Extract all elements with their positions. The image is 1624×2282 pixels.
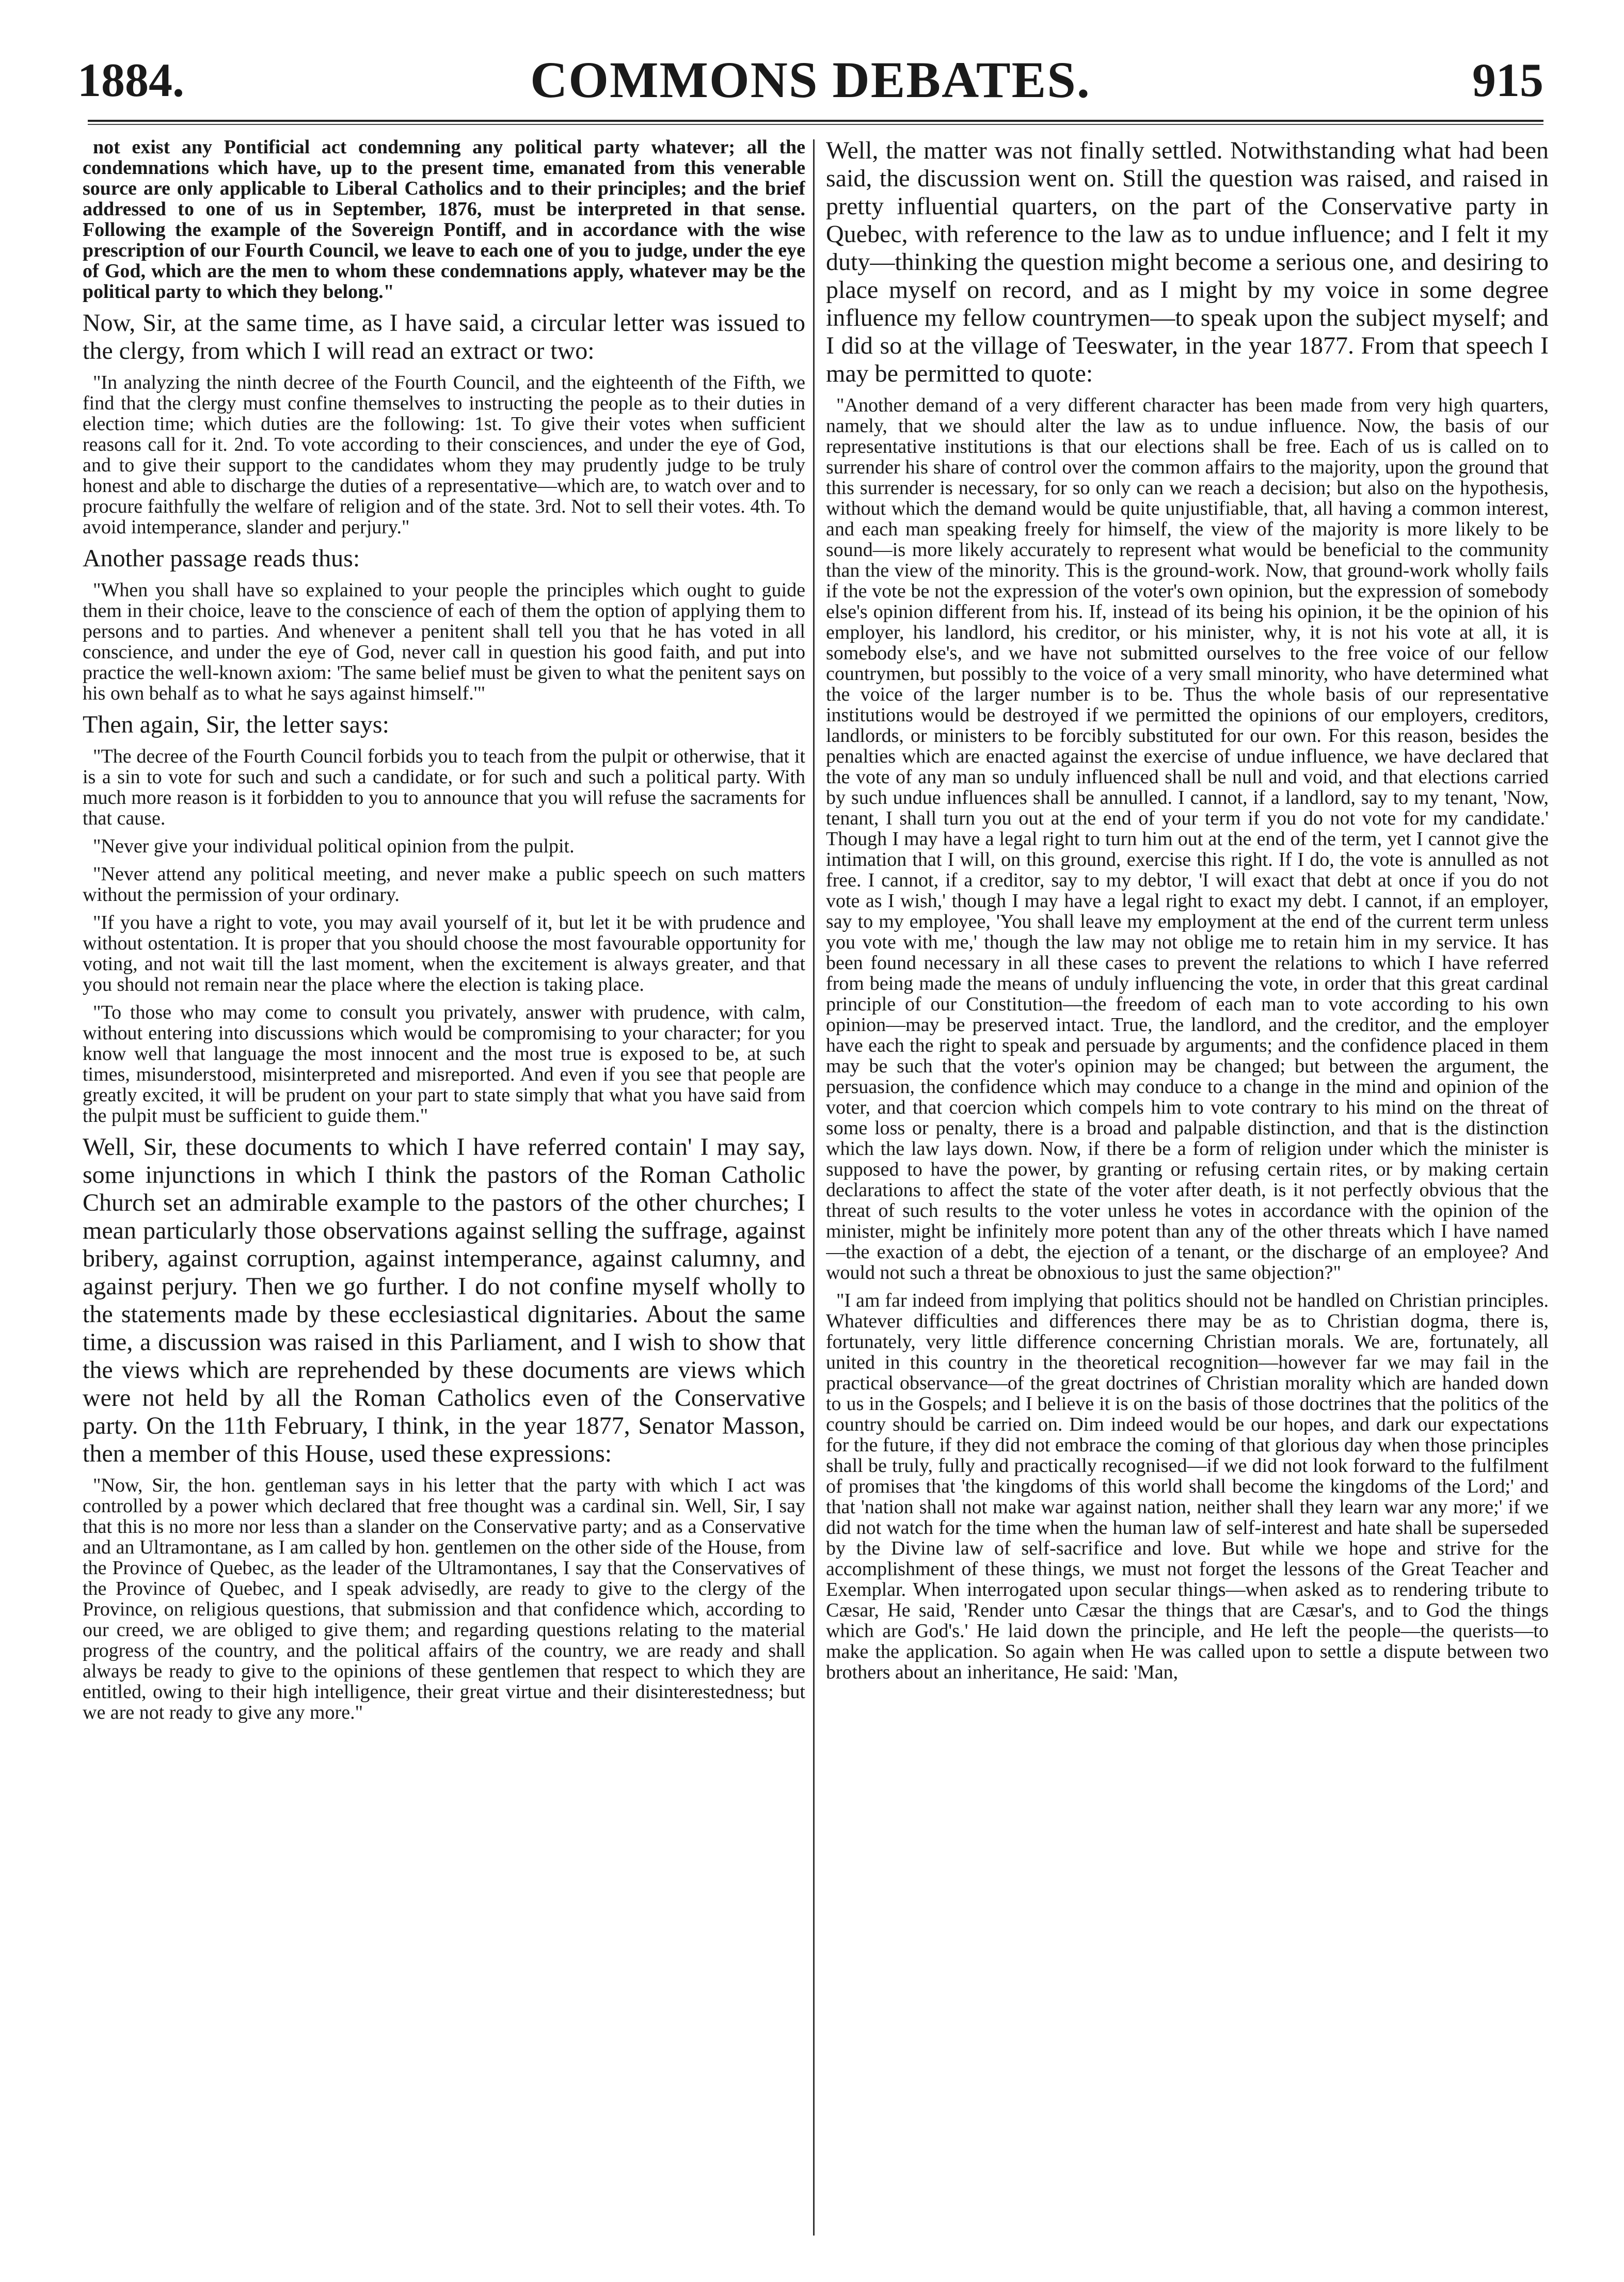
header-rule-thin	[88, 124, 1543, 125]
header-year: 1884.	[77, 54, 184, 106]
body-paragraph: Then again, Sir, the letter says:	[83, 711, 389, 738]
quote-paragraph: "Another demand of a very different character has been made from very high quarters, namely, that we should alter the law as to undue influence. Now, the basis of our representative institutions is that our elections shall be free. Each of us is called on to surrender his share of control over the common affairs to the majority, upon the ground that this surrender is necessary, for so only can we reach a decision; but also on the hypothesis, without which the demand would be quite unjustifiable, that, all having a common interest, and each man speaking freely for himself, the view of the majority is more likely to be sound—is more likely accurately to represent what would be beneficial to the community than the view of the minority. This is the ground-work. Now, that ground-work wholly fails if the vote be not the expression of the voter's own opinion, but the expression of somebody else's opinion different from his. If, instead of its being his opinion, it be the opinion of his employer, his landlord, his creditor, or his minister, why, it is not his vote at all, it is somebody else's, and we have not submitted ourselves to the free voice of our fellow countrymen, but possibly to the voice of a very small minority, who have determined what the voice of the larger number is to be. Thus the whole basis of our representative institutions would be destroyed if we permitted the opinions of our employers, creditors, landlords, or ministers to be forcibly substituted for our own. For this reason, besides the penalties which are enacted against the exercise of undue influence, we have declared that the vote of any man so unduly influenced shall be null and void, and that elections carried by such undue influences shall be annulled. I cannot, if a landlord, say to my tenant, 'Now, tenant, I shall turn you out at the end of your term if you do not vote for my candidate.' Though I may have a legal right to turn him out at the end of the term, yet I cannot give the intimation that I will, on this ground, exercise this right. If I do, the vote is annulled as not free. I cannot, if a creditor, say to my debtor, 'I will exact that debt at once if you do not vote as I wish,' though I may have a legal right to exact my debt. I cannot, if an employer, say to my employee, 'You shall leave my employment at the end of the current term unless you vote with me,' though the law may not oblige me to retain him in my service. It has been found necessary in all these cases to prevent the relations to which I have referred from being made the means of unduly influencing the vote, in order that this great cardinal principle of our Constitution—the freedom of each man to vote according to his own opinion—may be preserved intact. True, the landlord, and the creditor, and the employer have each the right to speak and persuade by arguments; and the confidence placed in them may be such that the voter's opinion may be changed; but between the argument, the persuasion, the confidence which may conduce to a change in the mind and opinion of the voter, and that coercion which compels him to vote contrary to his mind on the threat of some loss or penalty, there is a broad and palpable distinction, and that is the distinction which the law lays down. Now, if there be a form of religion under which the minister is supposed to have the power, by granting or refusing certain rites, or by making certain declarations to affect the state of the voter after death, is it not perfectly obvious that the threat of such results to the voter unless he votes in accordance with the opinion of the minister, might be infinitely more potent than any of the other threats which I have named—the exaction of a debt, the ejection of a tenant, or the discharge of an employee? And would not such a threat be obnoxious to just the same objection?"	[826, 394, 1549, 1283]
quote-paragraph: "Now, Sir, the hon. gentleman says in his letter that the party with which I act was controlled by a power which declared that free thought was a cardinal sin. Well, Sir, I say that this is no more nor less than a slander on the Conservative party; and as a Conservative and an Ultramontane, as I am called by hon. gentlemen on the other side of the House, from the Province of Quebec, as the leader of the Ultramontanes, I say that the Conservatives of the Province of Quebec, and I speak advisedly, are ready to give to the clergy of the Province, on religious questions, that submission and that confidence which, according to our creed, we are obliged to give them; and regarding questions relating to the material progress of the country, and the political affairs of the country, we are ready and shall always be ready to give to the opinions of these gentlemen that respect to which they are entitled, owing to their high intelligence, their great virtue and their disinterestedness; but we are not ready to give any more."	[83, 1475, 805, 1723]
left-column	[83, 137, 805, 2238]
quote-paragraph: "Never give your individual political opinion from the pulpit.	[93, 835, 575, 857]
quote-paragraph: "I am far indeed from implying that politics should not be handled on Christian principles. Whatever difficulties and differences there may be as to Christian dogma, there is, fortunately, very little difference concerning Christian morals. We are, fortunately, all united in this country in the theoretical recognition—however far we may fail in the practical observance—of the great doctrines of Christian morality which are handed down to us in the Gospels; and I believe it is on the basis of those doctrines that the politics of the country should be carried on. Dim indeed would be our hopes, and dark our expectations for the future, if they did not embrace the coming of that glorious day when those principles shall be truly, fully and practically recognised—if we did not look forward to the fulfilment of promises that 'the kingdoms of this world shall become the kingdoms of the Lord;' and that 'nation shall not make war against nation, neither shall they learn war any more;' if we did not watch for the time when the human law of self-interest and hate shall be superseded by the Divine law of self-sacrifice and love. But while we hope and strive for the accomplishment of these things, we must not forget the lessons of the Great Teacher and Exemplar. When interrogated upon secular things—when asked as to rendering tribute to Cæsar, He said, 'Render unto Cæsar the things that are Cæsar's, and to God the things which are God's.' He laid down the principle, and He left the people—the querists—to make the application. So again when He was called upon to settle a dispute between two brothers about an inheritance, He said: 'Man,	[826, 1290, 1549, 1683]
body-paragraph: Another passage reads thus:	[83, 545, 360, 572]
quote-paragraph: "Never attend any political meeting, and never make a public speech on such matters without the permission of your ordinary.	[83, 863, 805, 906]
quote-paragraph: "If you have a right to vote, you may avail yourself of it, but let it be with prudence and without ostentation. It is proper that you should choose the most favourable opportunity for voting, and not wait till the last moment, when the excitement is always greater, and that you should not remain near the place where the election is taking place.	[83, 912, 805, 995]
page-header	[77, 46, 1543, 114]
quote-paragraph: not exist any Pontificial act condemning any political party whatever; all the condemnations which have, up to the present time, emanated from this venerable source are only applicable to Liberal Catholics and to their principles; and the brief addressed to one of us in September, 1876, must be interpreted in that sense. Following the example of the Sovereign Pontiff, and in accordance with the wise prescription of our Fourth Council, we leave to each one of you to judge, under the eye of God, which are the men to whom these condemnations apply, whatever may be the political party to which they belong."	[83, 137, 805, 303]
body-paragraph: Now, Sir, at the same time, as I have said, a circular letter was issued to the clergy, from which I will read an extract or two:	[83, 309, 805, 365]
quote-paragraph: "To those who may come to consult you privately, answer with prudence, with calm, without entering into discussions which would be compromising to your character; for you know well that language the most innocent and the most true is exposed to be, at such times, misunderstood, misinterpreted and misreported. And even if you see that people are greatly excited, it will be prudent on your part to state simply that what you have said from the pulpit must be sufficient to guide them."	[83, 1002, 805, 1127]
header-title: COMMONS DEBATES.	[530, 51, 1091, 108]
body-paragraph: Well, Sir, these documents to which I have referred contain' I may say, some injunctions in which I think the pastors of the Roman Catholic Church set an admirable example to the pastors of the other churches; I mean particularly those observations against selling the suffrage, against bribery, against corruption, against intemperance, against calumny, and against perjury. Then we go further. I do not confine myself wholly to the statements made by these ecclesiastical dignitaries. About the same time, a discussion was raised in this Parliament, and I wish to show that the views which are reprehended by these documents are views which were not held by all the Roman Catholics even of the Conservative party. On the 11th February, I think, in the year 1877, Senator Masson, then a member of this House, used these expressions:	[83, 1133, 805, 1467]
quote-paragraph: "When you shall have so explained to your people the principles which ought to guide them in their choice, leave to the conscience of each of them the option of applying them to persons and to parties. And whenever a penitent shall tell you that he has voted in all conscience, and under the eye of God, never call in question his good faith, and put into practice the well-known axiom: 'The same belief must be given to what the penitent says on his own behalf as to what he says against himself.'"	[83, 579, 805, 704]
right-column	[826, 137, 1549, 2238]
quote-paragraph: "In analyzing the ninth decree of the Fourth Council, and the eighteenth of the Fifth, we find that the clergy must confine themselves to instructing the people as to their duties in election time; which duties are the following: 1st. To give their votes when sufficient reasons call for it. 2nd. To vote according to their consciences, and under the eye of God, and to give their support to the candidates whom they may prudently judge to be truly honest and able to discharge the duties of a representative—which are, to watch over and to procure faithfully the welfare of religion and of the state. 3rd. Not to sell their votes. 4th. To avoid intemperance, slander and perjury."	[83, 372, 805, 538]
body-paragraph: Well, the matter was not finally settled. Notwithstanding what had been said, the discussion went on. Still the question was raised, and raised in pretty influential quarters, on the part of the Conservative party in Quebec, with reference to the law as to undue influence; and I felt it my duty—thinking the question might become a serious one, and desiring to place myself on record, and as I might by my voice in some degree influence my fellow countrymen—to speak upon the subject myself; and I did so at the village of Teeswater, in the year 1877. From that speech I may be permitted to quote:	[826, 137, 1549, 387]
column-divider	[813, 139, 815, 2236]
header-rule	[88, 120, 1543, 122]
quote-paragraph: "The decree of the Fourth Council forbids you to teach from the pulpit or otherwise, that it is a sin to vote for such and such a candidate, or for such and such a political party. With much more reason is it forbidden to you to announce that you will refuse the sacraments for that cause.	[83, 746, 805, 829]
header-page-number: 915	[1472, 54, 1543, 106]
